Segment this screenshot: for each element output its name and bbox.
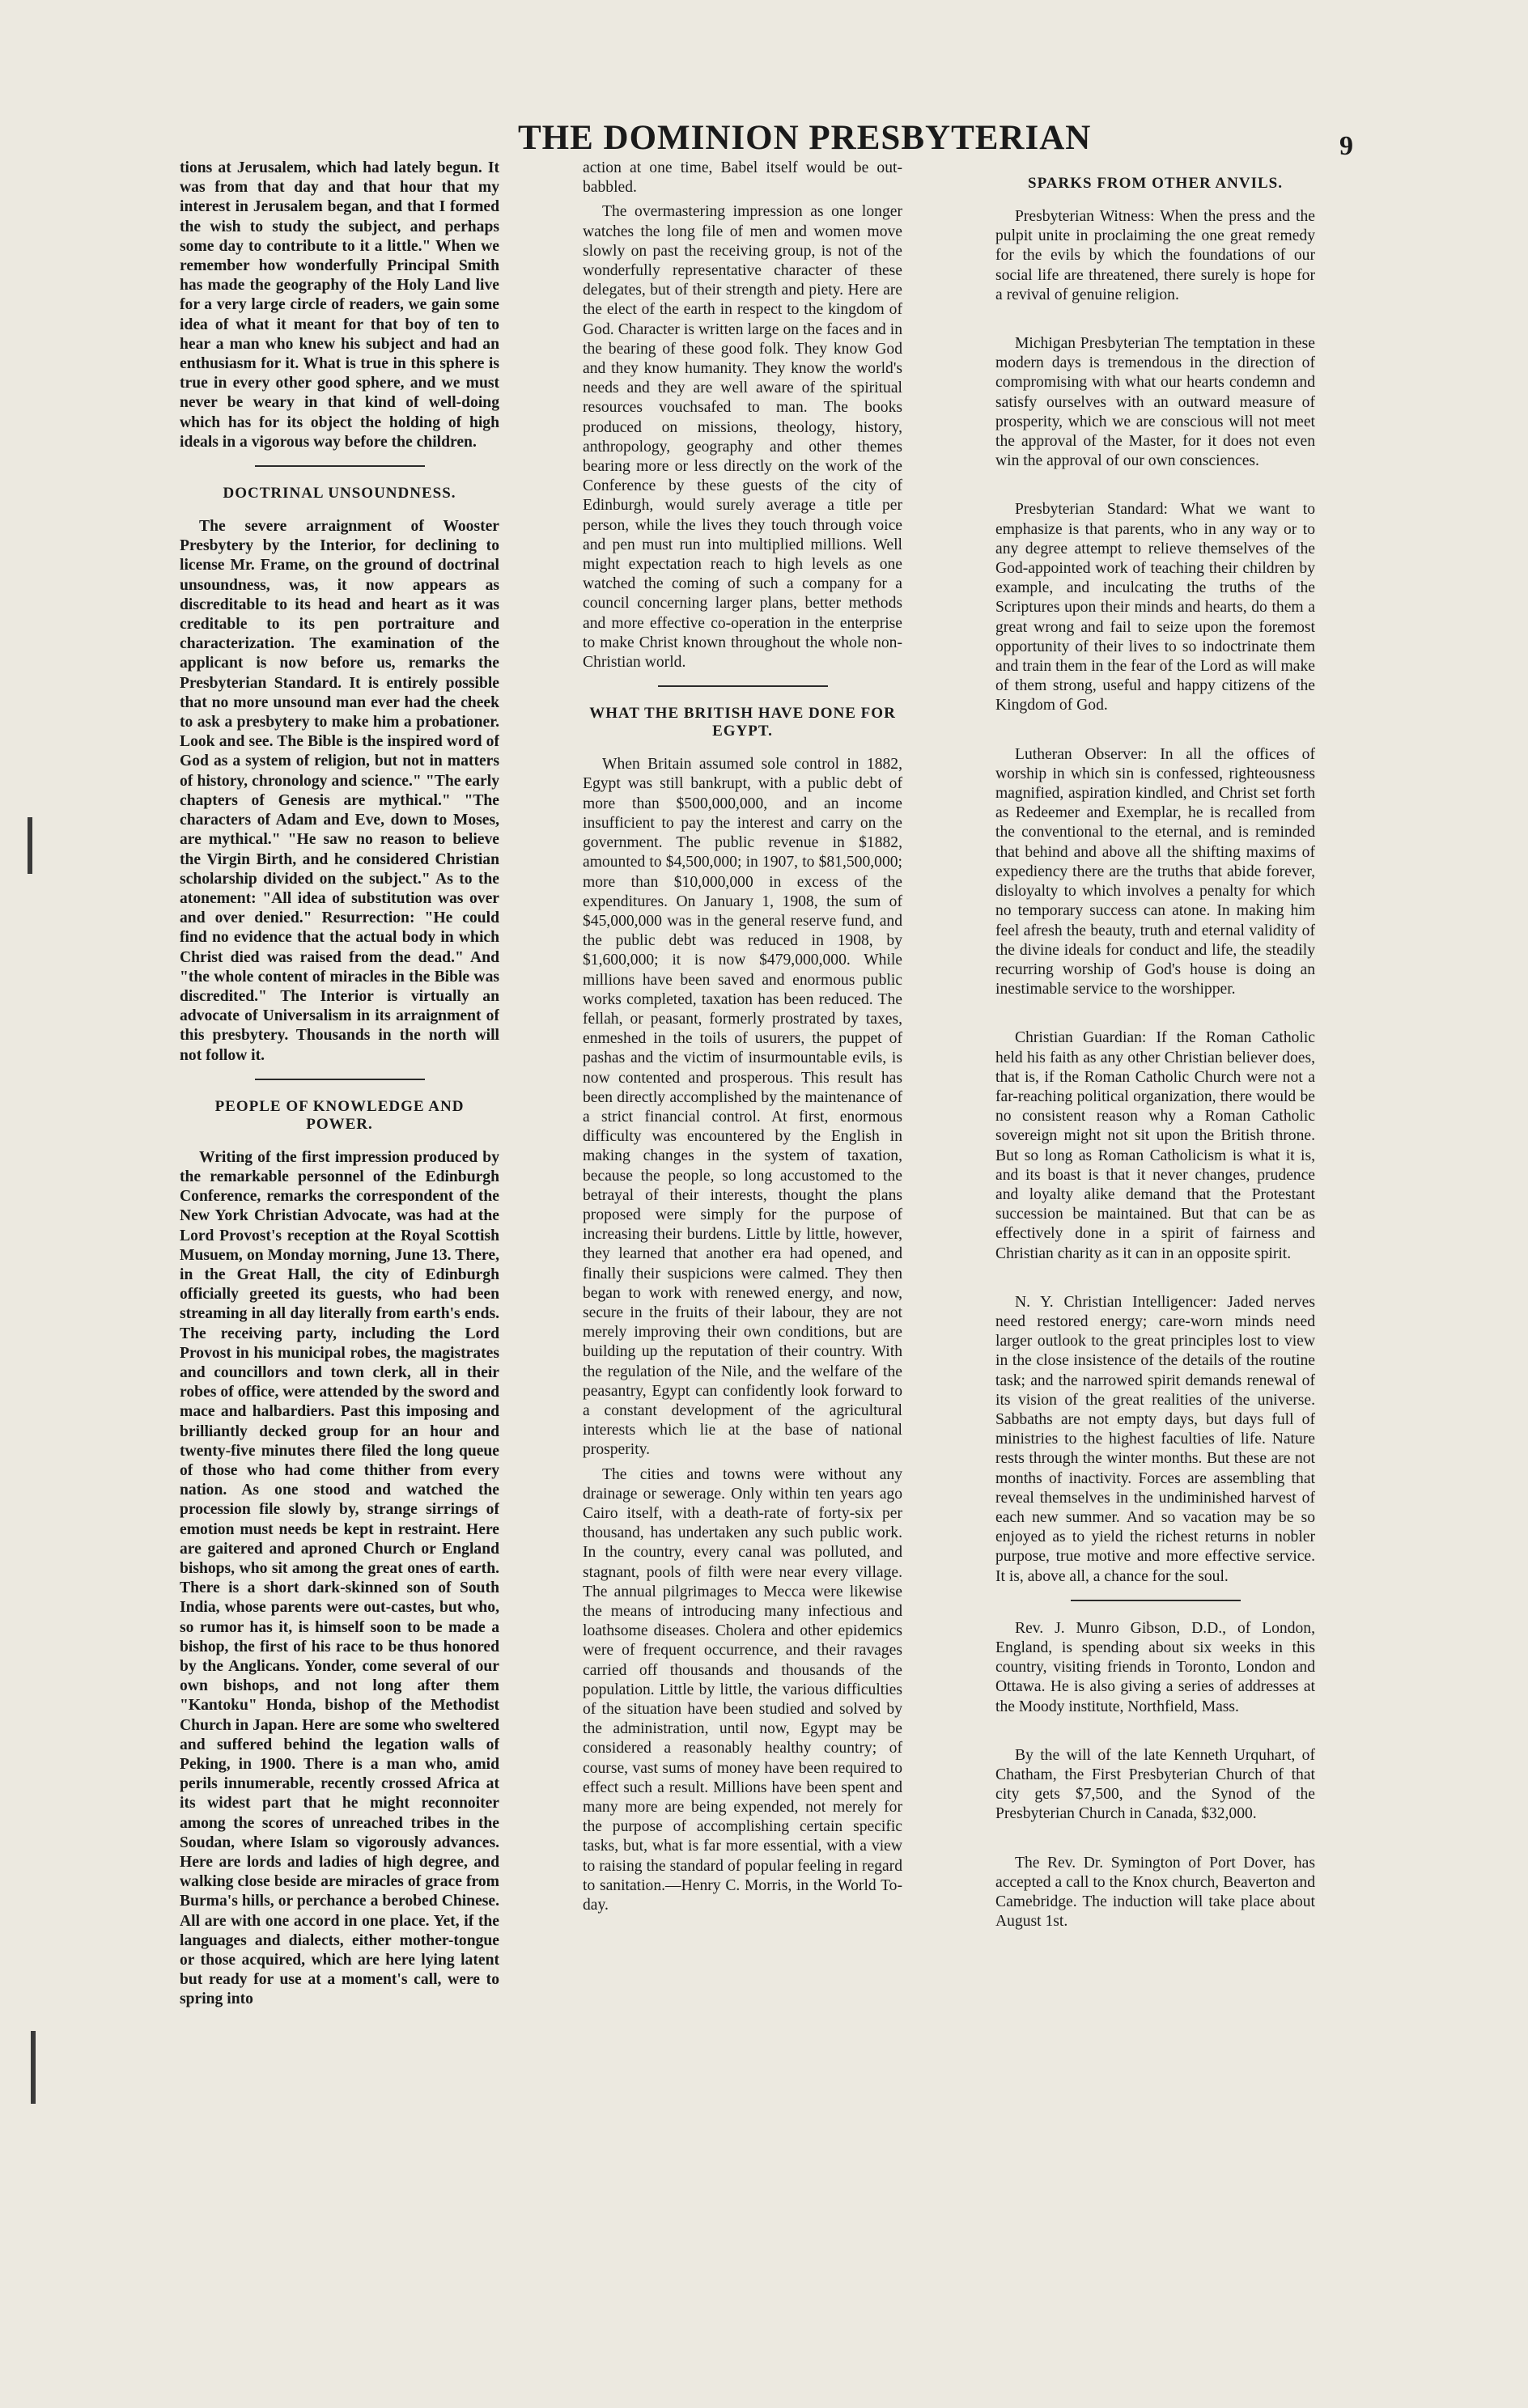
column-right <box>995 159 1315 2376</box>
quote-standard: Presbyterian Standard: What we want to emphasize is that parents, who in any way or to any degree attempt to relieve themselves of the God-appointed work of teaching their children by example, and inculcating the truths of the Scriptures upon their minds and hearts, do them a great wrong and fail to seize upon the foremost opportunity of their lives to so indoctrinate them and train them in the fear of the Lord as will make of them strong, useful and happy citizens of the Kingdom of God. <box>995 501 1315 714</box>
quote-lutheran: Lutheran Observer: In all the offices of worship in which sin is confessed, righteousness magnified, aspiration kindled, and Christ set forth as Redeemer and Exemplar, he is recalled from the conventional to the eternal, and is reminded that behind and above all the shifting maxims of expediency there are the truths that abide forever, disloyalty to which involves a penalty for which no temporary success can atone. In making him feel afresh the beauty, truth and eternal validity of the divine ideals for conduct and life, the steadily recurring worship of God's house is doing an inestimable service to the worshipper. <box>995 745 1315 998</box>
article-continuation: tions at Jerusalem, which had lately begun. It was from that day and that hour that my interest in Jerusalem began, and that I formed the wish to study the subject, and perhaps some day to contribute to it a little." When we remember how wonderfully Principal Smith has made the geography of the Holy Land live for a very large circle of readers, we gain some idea of what it meant for that boy of ten to hear a man who knew his subject and had an enthusiasm for it. What is true in this sphere is true in every other good sphere, and we must never be weary in that kind of well-doing which has for its object the holding of high ideals in a vigorous way before the children. <box>180 159 499 451</box>
headline-sparks: SPARKS FROM OTHER ANVILS. <box>1028 175 1283 192</box>
divider-rule <box>658 685 828 687</box>
article-egypt-body-2: The cities and towns were without any drainage or sewerage. Only within ten years ago Cairo itself, with a death-rate of forty-six per thousand, has undertaken any such public work. In the country, every canal was polluted, and stagnant, pools of filth were near every village. The annual pilgrimages to Mecca were likewise the means of introducing many infectious and loathsome diseases. Cholera and other epidemics were of frequent occurrence, and their ravages carried off thousands and thousands of the population. Little by little, the various difficulties of the situation have been studied and solved by the administration, until now, Egypt may be considered a reasonably healthy country; of course, vast sums of money have been required to effect such a result. Millions have been spent and many more are being expended, not merely for the purpose of accomplishing certain specific tasks, but, what is far more essential, with a view to raising the standard of popular feeling in regard to sanitation.—Henry C. Morris, in the World To-day. <box>583 1465 902 1914</box>
note-symington: The Rev. Dr. Symington of Port Dover, has accepted a call to the Knox church, Beaverton and Camebridge. The induction will take place about August 1st. <box>995 1854 1315 1931</box>
headline-doctrinal: DOCTRINAL UNSOUNDNESS. <box>223 485 456 502</box>
quote-guardian: Christian Guardian: If the Roman Catholic held his faith as any other Christian believer does, that is, if the Roman Catholic Church were not a far-reaching political organization, there would be no consistent reason why a Roman Catholic sovereign might not sit upon the British throne. But so long as Roman Catholicism is what it is, and its boast is that it never changes, prudence and loyalty alike demand that the Protestant succession be maintained. But that can be as effectively done in a spirit of fairness and Christian charity as it can in an opposite spirit. <box>995 1029 1315 1262</box>
note-urquhart: By the will of the late Kenneth Urquhart, of Chatham, the First Presbyterian Church of that city gets $7,500, and the Synod of the Presbyterian Church in Canada, $32,000. <box>995 1746 1315 1823</box>
masthead-title: THE DOMINION PRESBYTERIAN <box>518 119 1092 157</box>
article-continuation: action at one time, Babel itself would be out-babbled. <box>583 159 902 197</box>
quote-intelligencer: N. Y. Christian Intelligencer: Jaded nerves need restored energy; care-worn minds need larger outlook to the great principles lost to view in the close insistence of the details of the routine task; and the narrowed spirit demands renewal of its vision of the great realities of the universe. Sabbaths are not empty days, but days full of ministries to the highest faculties of life. Nature rests through the winter months. But these are not months of inactivity. Forces are assembling that reveal themselves in the undiminished harvest of each new summer. And so vacation may be so enjoyed as to yield the richest returns in nobler purpose, true motive and more effective service. It is, above all, a chance for the soul. <box>995 1293 1315 1585</box>
article-people-body: Writing of the first impression produced by the remarkable personnel of the Edinburgh Conference, remarks the correspondent of the New York Christian Advocate, was had at the Lord Provost's reception at the Royal Scottish Musuem, on Monday morning, June 13. There, in the Great Hall, the city of Edinburgh officially greeted its guests, who had been streaming in all day literally from earth's ends. The receiving party, including the Lord Provost in his municipal robes, the magistrates and councillors and town clerk, all in their robes of office, were attended by the sword and mace and halbardiers. Past this imposing and brilliantly decked group for an hour and twenty-five minutes there filed the long queue of those who had come thither from every nation. As one stood and watched the procession file slowly by, strange sirrings of emotion must needs be kept in restraint. Here are gaitered and aproned Church or England bishops, who sit among the great ones of earth. There is a short dark-skinned son of South India, whose parents were out-castes, but who, so rumor has it, is himself soon to be made a bishop, the first of his race to be thus honored by the Anglicans. Yonder, come several of our own bishops, and not long after them "Kantoku" Honda, bishop of the Methodist Church in Japan. Here are some who sweltered and suffered behind the legation walls of Peking, in 1900. There is a man who, amid perils innumerable, recently crossed Africa at its widest part that he might reconnoiter among the scores of unreached tribes in the Soudan, where Islam so vigorously advances. Here are lords and ladies of high degree, and walking close beside are miracles of grace from Burma's hills, or perchance a berobed Chinese. All are with one accord in one place. Yet, if the languages and dialects, either mother-tongue or those acquired, which are here lying latent but ready for use at a moment's call, were to spring into <box>180 1148 499 2008</box>
quote-witness: Presbyterian Witness: When the press and the pulpit unite in proclaiming the one great remedy for the evils by which the foundations of our social life are threatened, there surely is hope for a revival of genuine religion. <box>995 208 1315 303</box>
divider-rule <box>1071 1600 1241 1601</box>
column-left <box>180 159 499 2376</box>
divider-rule <box>255 465 425 467</box>
page-number: 9 <box>1339 131 1353 161</box>
binding-mark <box>31 2031 36 2104</box>
column-middle <box>583 159 902 2376</box>
article-egypt-body-1: When Britain assumed sole control in 1882, Egypt was still bankrupt, with a public debt of more than $500,000,000, and an income insufficient to pay the interest and carry on the government. The public revenue in $1882, amounted to $4,500,000; in 1907, to $81,500,000; more than $10,000,000 in excess of the expenditures. On January 1, 1908, the sum of $45,000,000 was in the general reserve fund, and the public debt was reduced in 1908, by $1,600,000; it is now $479,000,000. While millions have been saved and enormous public works completed, taxation has been reduced. The fellah, or peasant, formerly prostrated by taxes, enmeshed in the toils of usurers, the puppet of pashas and the victim of insurmountable evils, is now contented and prosperous. This result has been directly accomplished by the maintenance of a strict financial control. At first, enormous difficulty was encountered by the English in making changes in the system of taxation, because the people, so long accustomed to the betrayal of their interests, thought the plans proposed were simply for the purpose of increasing their burdens. Little by little, however, they learned that another era had opened, and finally their suspicions were calmed. They then began to work with renewed energy, and now, secure in the fruits of their labour, they are not merely improving their own conditions, but are building up the reputation of their country. With the regulation of the Nile, and the welfare of the peasantry, Egypt can confidently look forward to a constant development of the agricultural interests which lie at the base of national prosperity. <box>583 756 902 1459</box>
binding-mark <box>28 817 32 874</box>
article-paragraph: The overmastering impression as one longer watches the long file of men and women move slowly on past the receiving group, is not of the wonderfully representative character of these delegates, but of their strength and piety. Here are the elect of the earth in respect to the kingdom of God. Character is written large on the faces and in the bearing of these good folk. They know God and they know humanity. They know the world's needs and they are well aware of the spiritual resources vouchsafed to man. The books produced on missions, theology, history, anthropology, geography and other themes bearing more or less directly on the work of the Conference by these guests of the city of Edinburgh, would surely average a title per person, while the lives they touch through voice and pen must run into multiplied millions. Well might expectation reach to high levels as one watched the coming of such a company for a council concerning larger plans, better methods and more effective co-operation in the enterprise to make Christ known throughout the whole non-Christian world. <box>583 203 902 672</box>
quote-michigan: Michigan Presbyterian The temptation in these modern days is tremendous in the direction of compromising with what our hearts condemn and satisfy ourselves with an outward measure of prosperity, which we are conscious will not meet the approval of the Master, for it does not even win the approval of our own consciences. <box>995 335 1315 470</box>
note-gibson: Rev. J. Munro Gibson, D.D., of London, England, is spending about six weeks in this country, visiting friends in Toronto, London and Ottawa. He is also giving a series of addresses at the Moody institute, Northfield, Mass. <box>995 1619 1315 1715</box>
headline-british-egypt: WHAT THE BRITISH HAVE DONE FOR EGYPT. <box>589 705 896 740</box>
headline-people: PEOPLE OF KNOWLEDGE AND POWER. <box>214 1097 465 1133</box>
article-doctrinal-body: The severe arraignment of Wooster Presbytery by the Interior, for declining to license Mr. Frame, on the ground of doctrinal unsoundness, was, it now appears as discreditable to its head and heart as it was creditable to its pen portraiture and characterization. The examination of the applicant is now before us, remarks the Presbyterian Standard. It is entirely possible that no more unsound man ever had the cheek to ask a presbytery to make him a probationer. Look and see. The Bible is the inspired word of God as a system of religion, but not in matters of history, chronology and science." "The early chapters of Genesis are mythical." "The characters of Adam and Eve, down to Moses, are mythical." "He saw no reason to believe the Virgin Birth, and he considered Christian scholarship divided on the subject." As to the atonement: "All idea of substitution was over and over denied." Resurrection: "He could find no evidence that the actual body in which Christ died was raised from the dead." And "the whole content of miracles in the Bible was discredited." The Interior is virtually an advocate of Universalism in its arraignment of this presbytery. Thousands in the north will not follow it. <box>180 518 499 1064</box>
divider-rule <box>255 1079 425 1080</box>
